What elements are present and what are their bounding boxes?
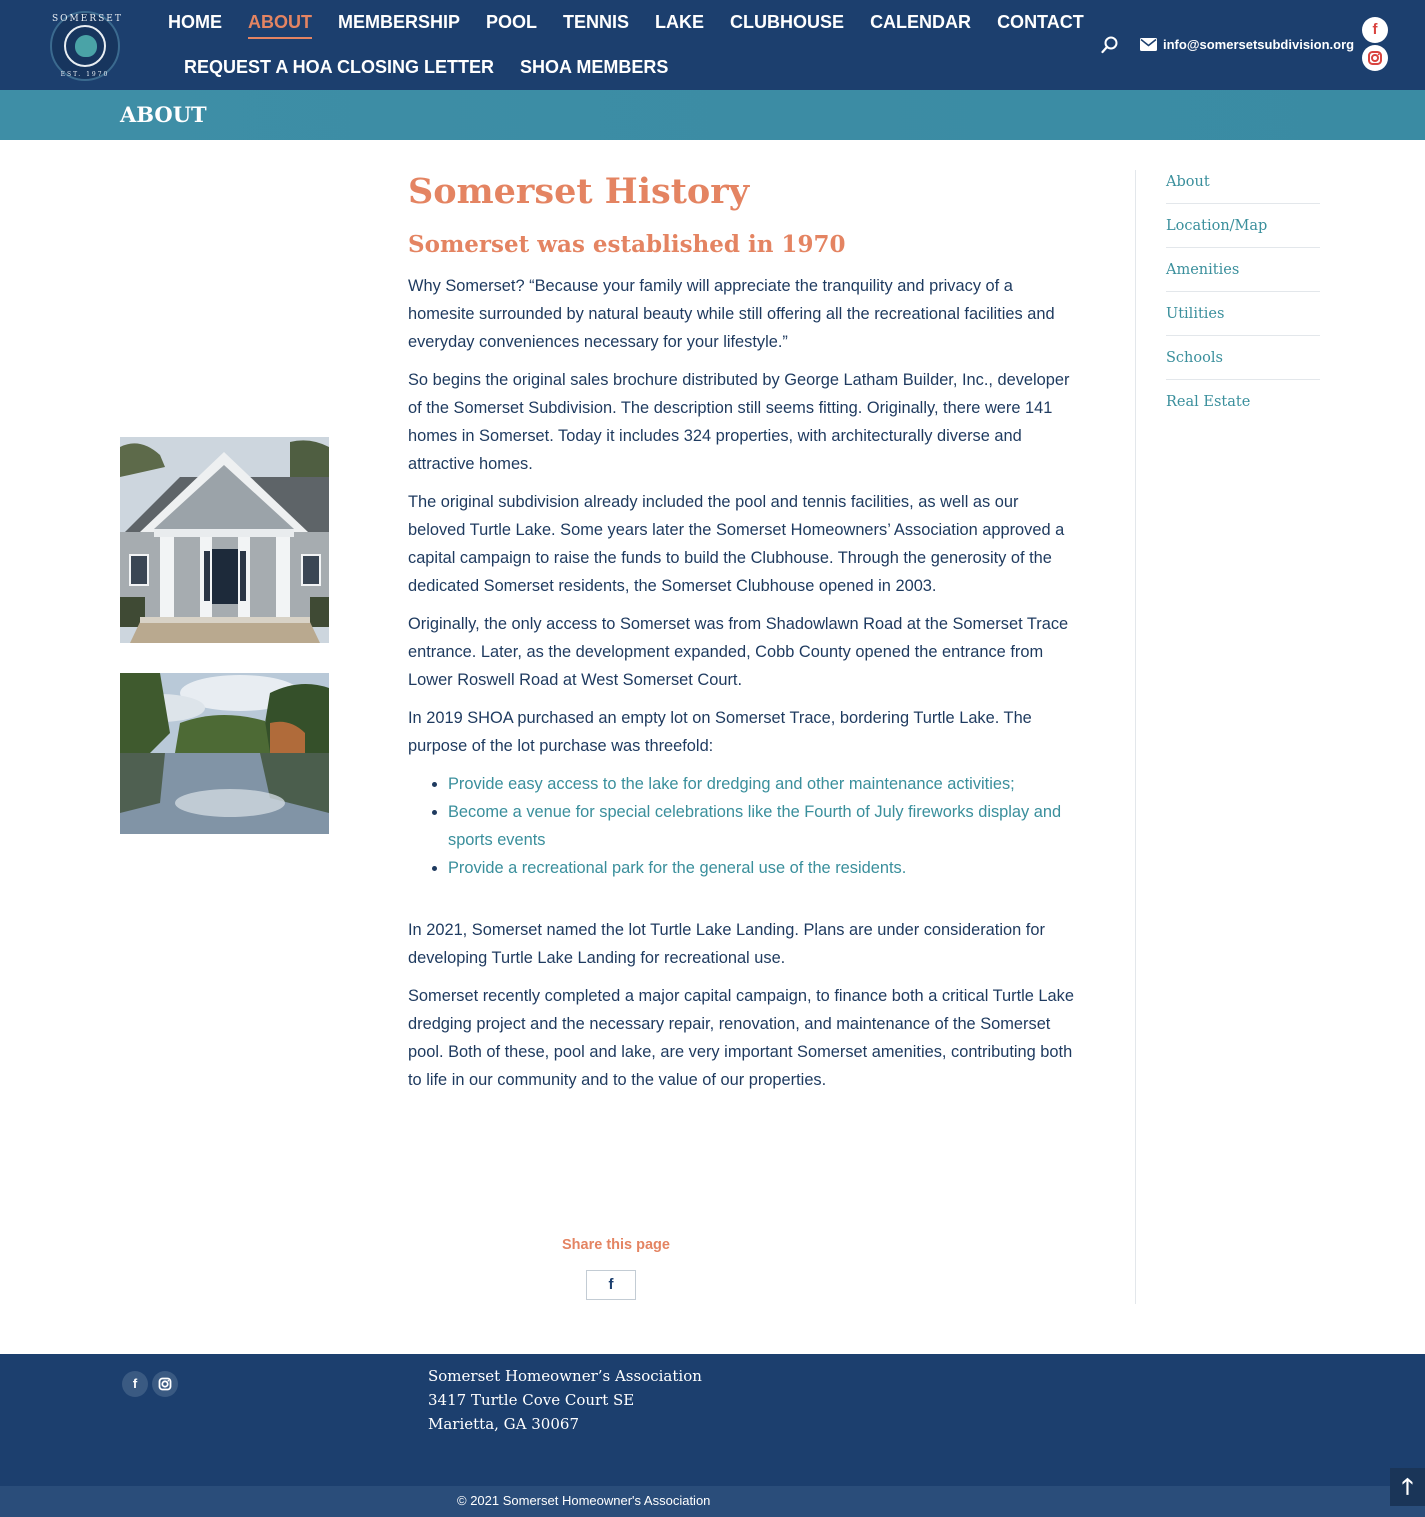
sidebar-item-schools[interactable]: Schools	[1166, 336, 1320, 380]
footer-bottom-bar	[0, 1486, 1425, 1517]
purpose-list	[448, 770, 1080, 882]
nav-row-primary	[168, 12, 1110, 39]
footer-instagram-icon[interactable]	[152, 1371, 178, 1397]
logo-emblem	[64, 25, 106, 67]
site-footer	[0, 1354, 1425, 1486]
sidebar-item-location-map[interactable]: Location/Map	[1166, 204, 1320, 248]
instagram-icon[interactable]	[1362, 45, 1388, 71]
address-line: 3417 Turtle Cove Court SE	[428, 1391, 635, 1409]
list-item: • Provide easy access to the lake for dredging and other maintenance activities;	[448, 770, 1080, 798]
nav-contact[interactable]: CONTACT	[997, 12, 1084, 32]
mail-icon	[1140, 38, 1157, 51]
nav-home[interactable]: HOME	[168, 12, 222, 32]
sidebar-item-amenities[interactable]: Amenities	[1166, 248, 1320, 292]
footer-address	[428, 1364, 702, 1436]
paragraph-why-somerset: Why Somerset? “Because your family will appreciate the tranquility and privacy of a homesite surrounded by natural beauty while still offering all the recreational facilities and everyday conveniences necessary for your lifestyle.”	[408, 277, 1055, 351]
paragraph-capital-campaign: Somerset recently completed a major capital campaign, to finance both a critical Turtle Lake dredging project and the necessary repair, renovation, and maintenance of the Somerset pool. Both of these, pool and lake, are very important Somerset amenities, contributing both to life in our community and to the value of our properties.	[408, 987, 1074, 1089]
nav-about[interactable]: ABOUT	[248, 12, 312, 39]
nav-clubhouse[interactable]: CLUBHOUSE	[730, 12, 845, 32]
sidebar-divider	[1135, 170, 1136, 1304]
turtle-icon	[75, 35, 97, 57]
sidebar-nav	[1166, 160, 1320, 424]
address-line: Somerset Homeowner’s Association	[428, 1367, 702, 1385]
nav-lake[interactable]: LAKE	[655, 12, 705, 32]
nav-membership[interactable]: MEMBERSHIP	[338, 12, 461, 32]
facebook-icon[interactable]: f	[1362, 17, 1388, 43]
search-icon[interactable]	[1101, 36, 1119, 54]
nav-shoa-members[interactable]: SHOA MEMBERS	[520, 57, 669, 77]
site-header	[0, 0, 1425, 90]
nav-calendar[interactable]: CALENDAR	[870, 12, 972, 32]
paragraph-access: Originally, the only access to Somerset was from Shadowlawn Road at the Somerset Trace entrance. Later, as the development expanded, Cobb County opened the entrance from Lower Roswell Road at West Somerset Court.	[408, 615, 1069, 689]
list-item: • Become a venue for special celebrations like the Fourth of July fireworks display and sports events	[448, 798, 1080, 854]
paragraph-lot-purchase: In 2019 SHOA purchased an empty lot on Somerset Trace, bordering Turtle Lake. The purpose of the lot purchase was threefold:	[408, 709, 1032, 755]
sidebar-item-about[interactable]: About	[1166, 160, 1320, 204]
paragraph-clubhouse: The original subdivision already included the pool and tennis facilities, as well as our beloved Turtle Lake. Some years later the Somerset Homeowners’ Association approved a capital campaign to raise the funds to build the Clubhouse. Through the generosity of the dedicated Somerset residents, the Somerset Clubhouse opened in 2003.	[408, 493, 1065, 595]
copyright-text: © 2021 Somerset Homeowner's Association	[457, 1493, 711, 1508]
nav-row-secondary	[184, 57, 694, 84]
sidebar-item-real-estate[interactable]: Real Estate	[1166, 394, 1251, 410]
address-line: Marietta, GA 30067	[428, 1415, 579, 1433]
turtle-lake-photo	[120, 673, 329, 834]
scroll-to-top-icon[interactable]: 🡑	[1390, 1468, 1425, 1506]
share-title: Share this page	[562, 1237, 670, 1253]
page-title-bar	[0, 90, 1425, 140]
nav-tennis[interactable]: TENNIS	[563, 12, 630, 32]
list-item: • Provide a recreational park for the general use of the residents.	[448, 854, 1080, 882]
clubhouse-photo	[120, 437, 329, 643]
paragraph-turtle-lake-landing: In 2021, Somerset named the lot Turtle Lake Landing. Plans are under consideration for developing Turtle Lake Landing for recreational use.	[408, 921, 1045, 967]
nav-pool[interactable]: POOL	[486, 12, 538, 32]
page-title: ABOUT	[120, 102, 207, 127]
sidebar-item-utilities[interactable]: Utilities	[1166, 292, 1320, 336]
nav-hoa-closing-letter[interactable]: REQUEST A HOA CLOSING LETTER	[184, 57, 495, 77]
logo-bottom-text: EST. 1970	[60, 71, 110, 78]
header-email-link[interactable]: info@somersetsubdivision.org	[1163, 37, 1355, 52]
logo-top-text: SOMERSET	[52, 14, 123, 24]
site-logo[interactable]	[50, 11, 123, 81]
footer-facebook-icon[interactable]: f	[122, 1371, 148, 1397]
article-subheading: Somerset was established in 1970	[408, 231, 846, 258]
paragraph-brochure: So begins the original sales brochure distributed by George Latham Builder, Inc., developer of the Somerset Subdivision. The description still seems fitting. Originally, there were 141 homes in Somerset. Today it includes 324 properties, with architecturally diverse and attractive homes.	[408, 371, 1070, 473]
share-facebook-button[interactable]: f	[586, 1270, 636, 1300]
article-heading: Somerset History	[408, 171, 750, 212]
main-content	[408, 170, 1080, 1104]
